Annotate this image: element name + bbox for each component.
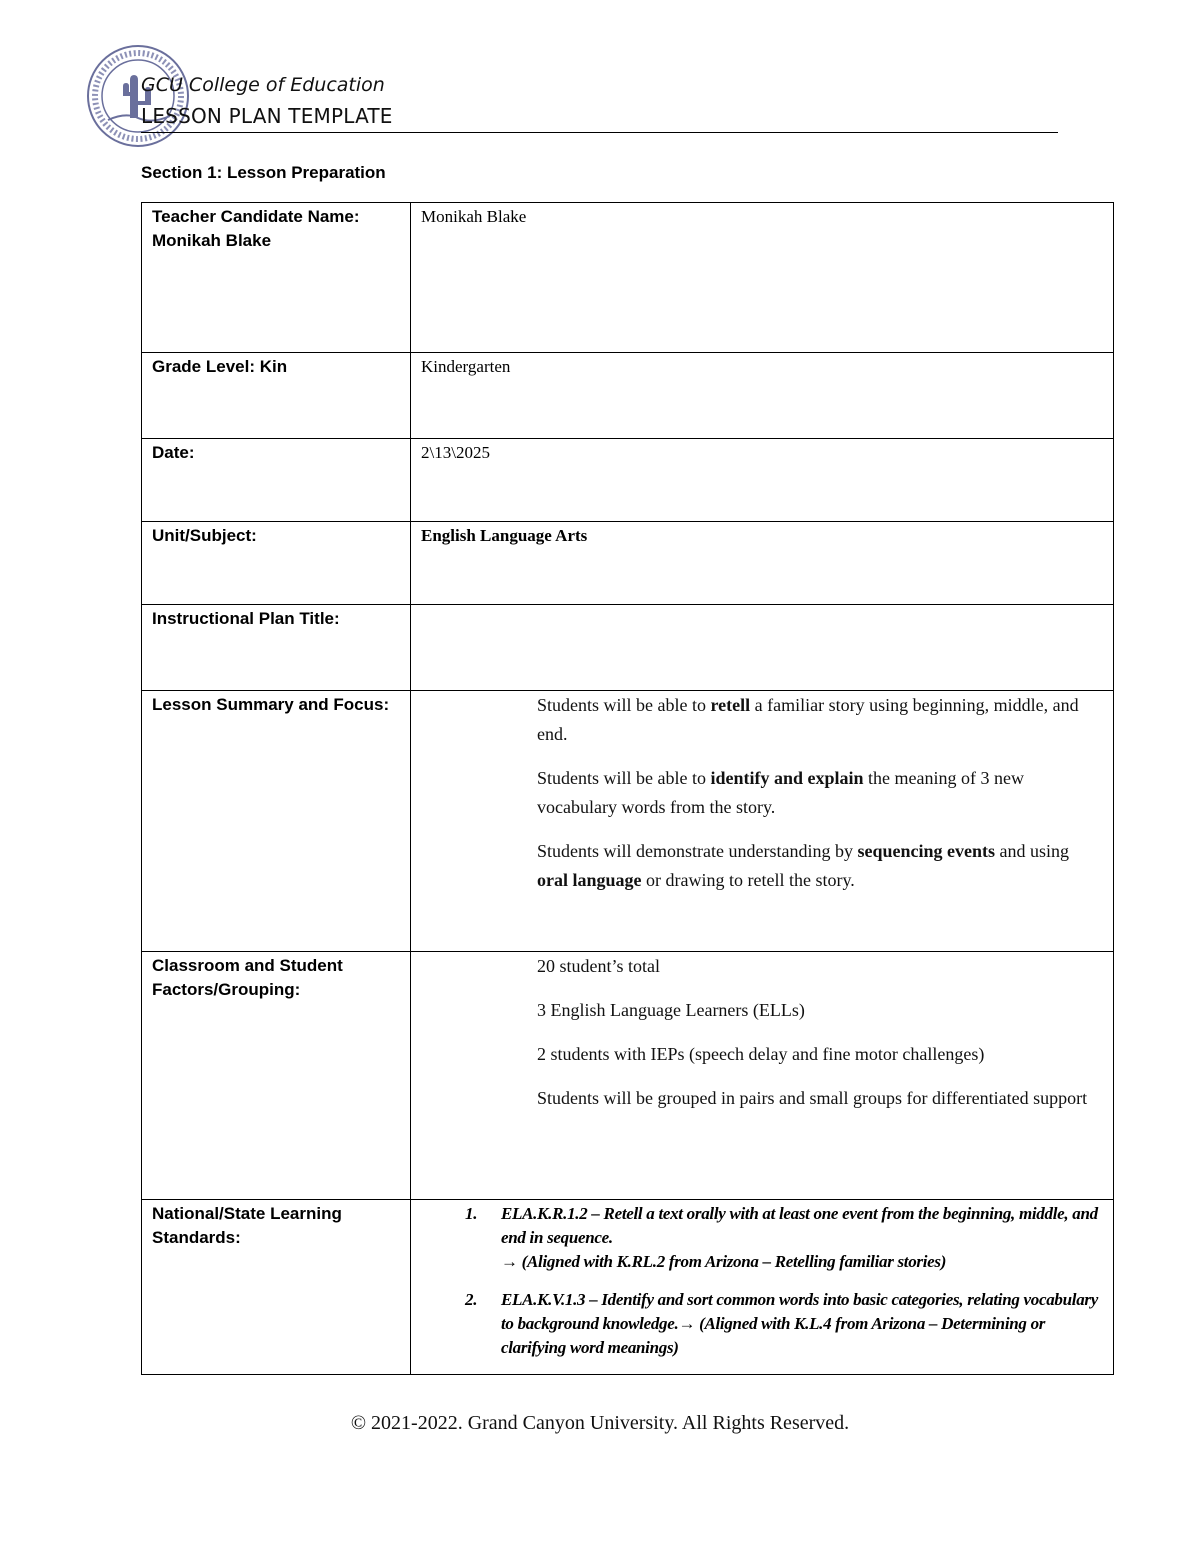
standards-list [421,1202,1103,1360]
table-row-classroom [142,952,1114,1200]
date-label: Date: [142,439,411,522]
standard-number: 1. [465,1204,478,1223]
teacher-label: Teacher Candidate Name: Monikah Blake [142,203,411,353]
template-title: LESSON PLAN TEMPLATE [141,104,393,128]
standard-text: ELA.K.R.1.2 – Retell a text orally with at least one event from the beginning, middle, and end in sequence. [501,1204,1098,1247]
table-row-standards [142,1200,1114,1375]
unit-label: Unit/Subject: [142,522,411,605]
standard-item [421,1288,1103,1360]
grade-label: Grade Level: Kin [142,353,411,439]
classroom-item: 3 English Language Learners (ELLs) [537,1000,805,1020]
summary-label: Lesson Summary and Focus: [142,691,411,952]
table-row-teacher [142,203,1114,353]
college-name: GCU College of Education [141,74,385,96]
teacher-value: Monikah Blake [411,203,1114,353]
summary-paragraph-3: Students will demonstrate understanding by sequencing events and using oral language or drawing to retell the story. [537,841,1069,890]
table-row-summary [142,691,1114,952]
standards-value [411,1200,1114,1375]
table-row-unit [142,522,1114,605]
plan-title-label: Instructional Plan Title: [142,605,411,691]
summary-paragraph-1: Students will be able to retell a familiar story using beginning, middle, and end. [537,695,1079,744]
copyright-footer: © 2021-2022. Grand Canyon University. All Rights Reserved. [350,1412,850,1434]
classroom-item: 20 student’s total [537,956,660,976]
standard-alignment: → (Aligned with K.RL.2 from Arizona – Retelling familiar stories) [501,1252,947,1271]
standard-item [421,1202,1103,1274]
classroom-value [411,952,1114,1200]
plan-title-value [411,605,1114,691]
classroom-label: Classroom and Student Factors/Grouping: [142,952,411,1200]
unit-value: English Language Arts [411,522,1114,605]
table-row-date [142,439,1114,522]
standards-label: National/State Learning Standards: [142,1200,411,1375]
date-value: 2\13\2025 [411,439,1114,522]
classroom-item: 2 students with IEPs (speech delay and fine motor challenges) [537,1044,985,1064]
summary-paragraph-2: Students will be able to identify and explain the meaning of 3 new vocabulary words from the story. [537,768,1024,817]
summary-value [411,691,1114,952]
grade-value: Kindergarten [411,353,1114,439]
standard-number: 2. [465,1290,478,1309]
section-title: Section 1: Lesson Preparation [141,163,386,182]
lesson-preparation-table [141,202,1114,1375]
table-row-grade [142,353,1114,439]
header-divider [141,132,1058,133]
classroom-item: Students will be grouped in pairs and small groups for differentiated support [537,1088,1088,1108]
standard-text: ELA.K.V.1.3 – Identify and sort common words into basic categories, relating vocabulary to background knowledge.→ (Aligned with K.L.4 from Arizona – Determining or clarifying word meanings) [501,1290,1098,1357]
table-row-plan-title [142,605,1114,691]
